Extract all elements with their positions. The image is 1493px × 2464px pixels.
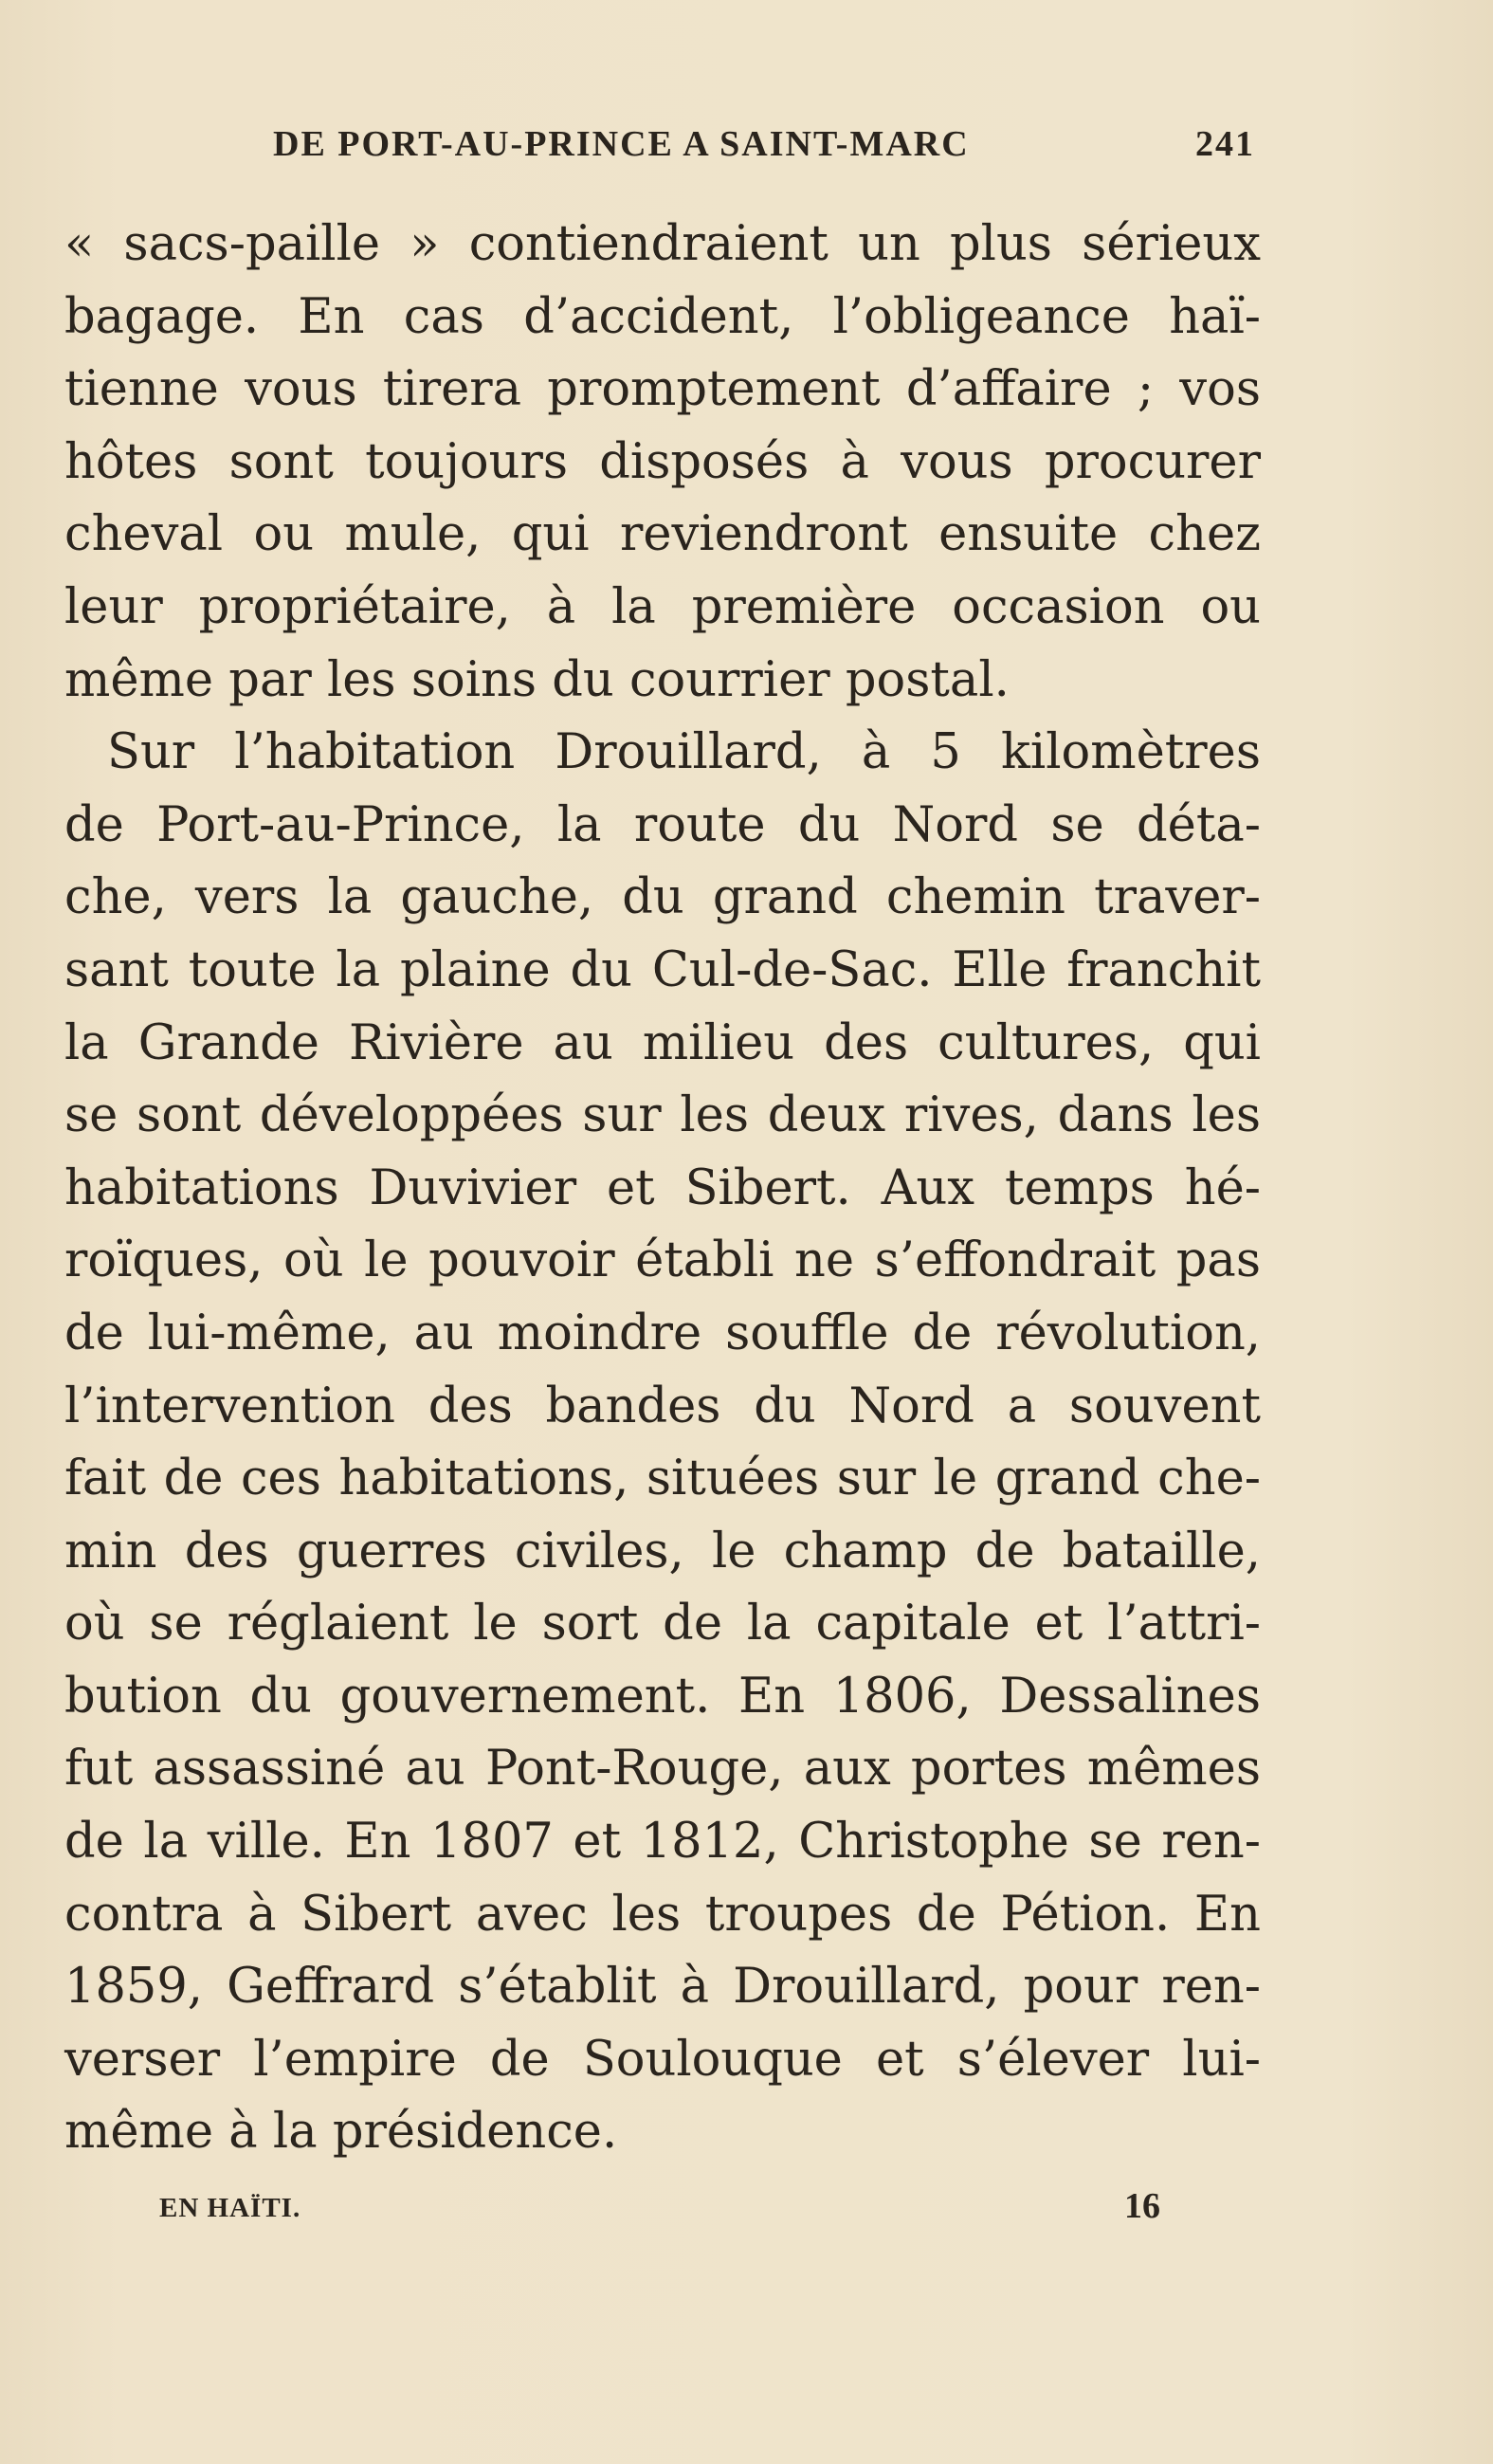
text-line: se sont développées sur les deux rives, dans les — [64, 1087, 1261, 1144]
text-line: fait de ces habitations, situées sur le grand che- — [64, 1451, 1261, 1507]
page-number: 241 — [1195, 124, 1255, 164]
text-line: habitations Duvivier et Sibert. Aux temps hé- — [64, 1159, 1261, 1216]
text-line: min des guerres civiles, le champ de bataille, — [64, 1523, 1261, 1579]
text-line: fut assassiné au Pont-Rouge, aux portes mêmes — [64, 1741, 1261, 1798]
text-line: la Grande Rivière au milieu des cultures, qui — [64, 1014, 1261, 1071]
text-line: cheval ou mule, qui reviendront ensuite chez — [64, 506, 1261, 563]
text-line: de Port-au-Prince, la route du Nord se déta- — [64, 796, 1261, 853]
running-head — [265, 123, 1270, 171]
text-line: roïques, où le pouvoir établi ne s’effondrait pas — [64, 1232, 1261, 1289]
text-line: où se réglaient le sort de la capitale et l’attri- — [64, 1596, 1261, 1652]
text-line: contra à Sibert avec les troupes de Pétion. En — [64, 1886, 1261, 1943]
text-line: verser l’empire de Soulouque et s’élever lui- — [64, 2031, 1261, 2088]
text-line: che, vers la gauche, du grand chemin traver- — [64, 869, 1261, 926]
text-line: leur propriétaire, à la première occasion ou — [64, 578, 1261, 635]
text-line: sant toute la plaine du Cul-de-Sac. Elle franchit — [64, 941, 1261, 998]
signature-mark: EN HAÏTI. — [159, 2193, 301, 2223]
text-line: de lui-même, au moindre souffle de révolution, — [64, 1305, 1261, 1361]
page-footer — [0, 2185, 1493, 2233]
signature-number: 16 — [1124, 2186, 1160, 2226]
body-text — [64, 209, 1261, 2169]
running-title: DE PORT-AU-PRINCE A SAINT-MARC — [273, 124, 970, 164]
text-line: bagage. En cas d’accident, l’obligeance haï- — [64, 288, 1261, 345]
text-line: Sur l’habitation Drouillard, à 5 kilomètres — [107, 724, 1261, 781]
text-line: tienne vous tirera promptement d’affaire ; vos — [64, 361, 1261, 418]
text-line: l’intervention des bandes du Nord a souvent — [64, 1378, 1261, 1434]
text-line: même à la présidence. — [64, 2104, 618, 2161]
text-line: de la ville. En 1807 et 1812, Christophe se ren- — [64, 1814, 1261, 1871]
text-line: 1859, Geffrard s’établit à Drouillard, pour ren- — [64, 1959, 1261, 2016]
text-line: « sacs-paille » contiendraient un plus sérieux — [64, 216, 1261, 272]
text-line: même par les soins du courrier postal. — [64, 651, 1010, 708]
text-line: hôtes sont toujours disposés à vous procurer — [64, 433, 1261, 490]
text-line: bution du gouvernement. En 1806, Dessalines — [64, 1668, 1261, 1725]
